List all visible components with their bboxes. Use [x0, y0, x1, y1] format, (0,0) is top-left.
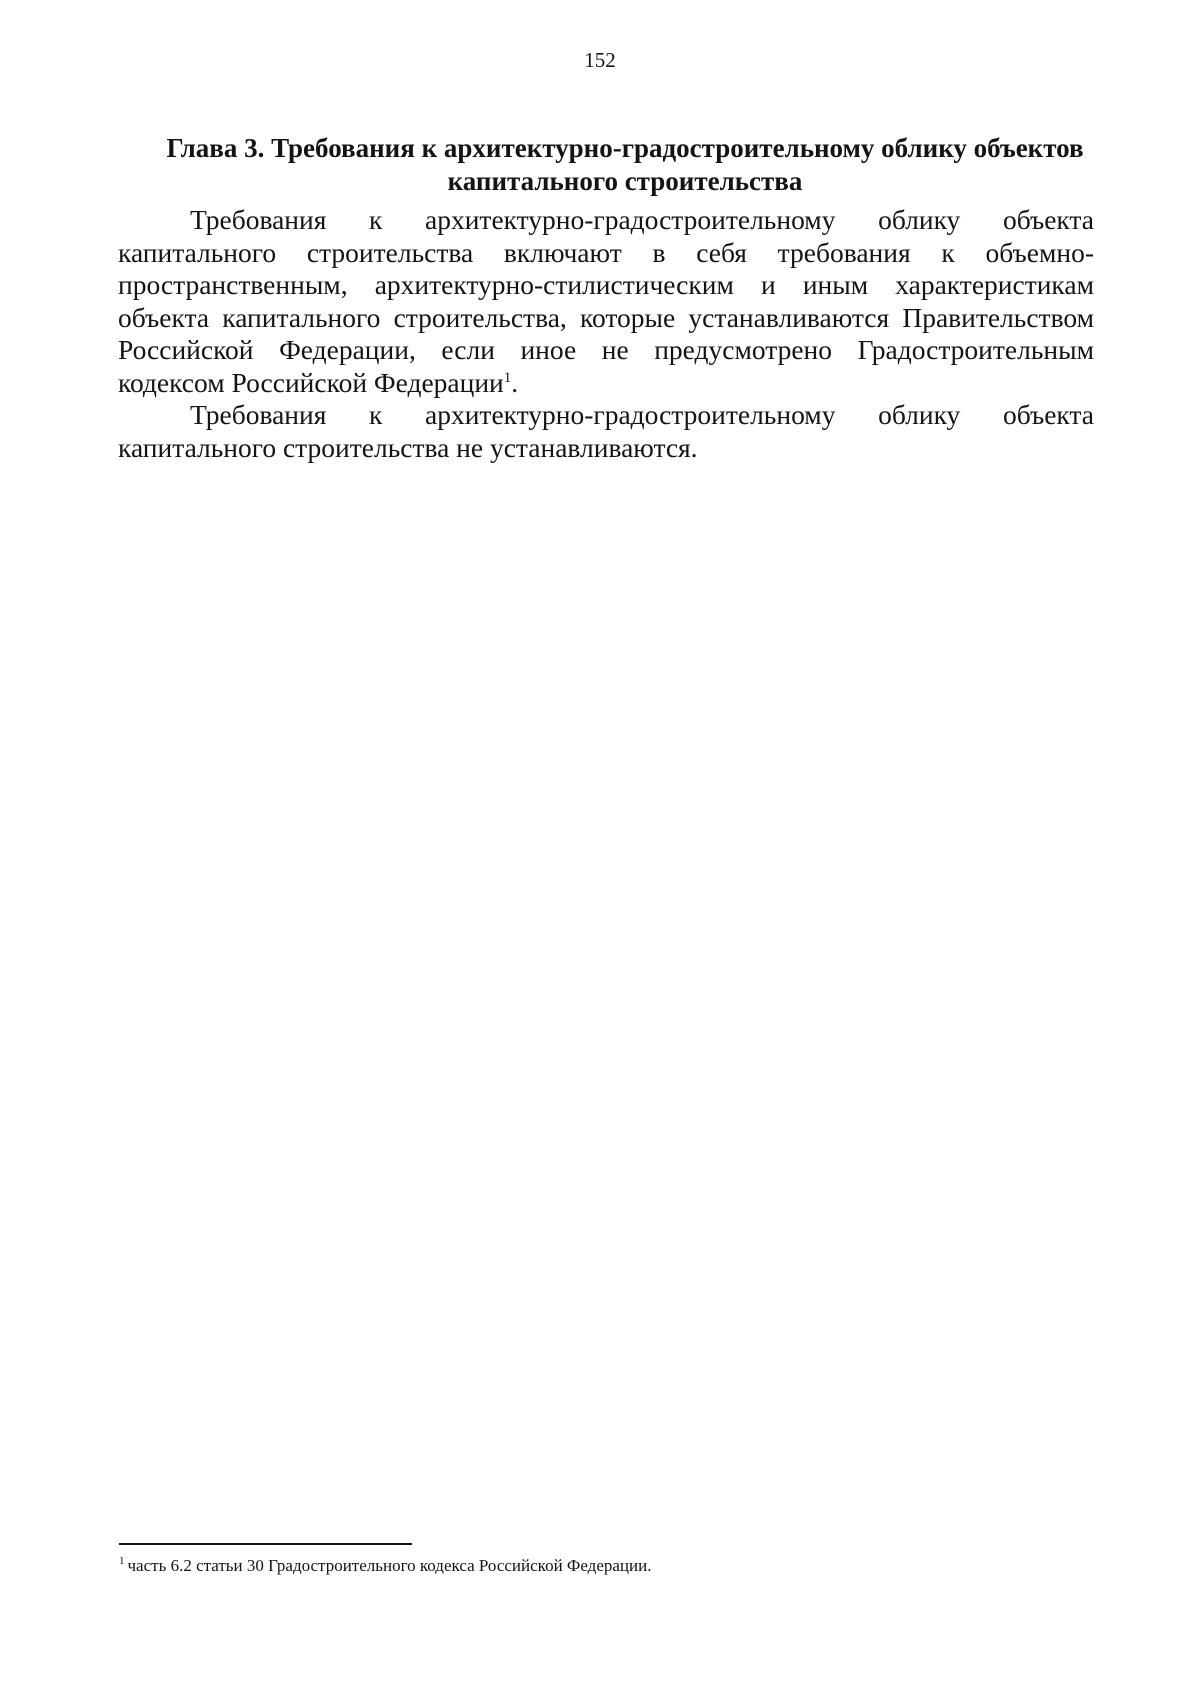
body-text: [118, 204, 1094, 464]
page-number: 152: [584, 48, 616, 72]
paragraph-1: [118, 204, 1094, 399]
paragraph-2-text: Требования к архитектурно-градостроительному облику объекта капитального строительства не устанавливаются.: [118, 399, 1094, 463]
footnote: [119, 1555, 1019, 1577]
paragraph-2: [118, 399, 1094, 464]
chapter-title: Глава 3. Требования к архитектурно-градостроительному облику объектов капитального строительства: [166, 133, 1084, 196]
footnote-reference: 1: [503, 369, 512, 386]
paragraph-1-text: Требования к архитектурно-градостроительному облику объекта капитального строительства включают в себя требования к объемно-пространственным, архитектурно-стилистическим и иным характеристикам объекта капитального строительства, которые устанавливаются Правительством Российской Федерации, если иное не предусмотрено Градостроительным кодексом Российской Федерации: [118, 204, 1094, 398]
footnote-separator: [119, 1543, 412, 1545]
footnote-text: часть 6.2 статьи 30 Градостроительного кодекса Российской Федерации.: [127, 1556, 652, 1575]
footnote-marker: 1: [119, 1555, 125, 1568]
paragraph-1-tail: .: [511, 366, 519, 398]
